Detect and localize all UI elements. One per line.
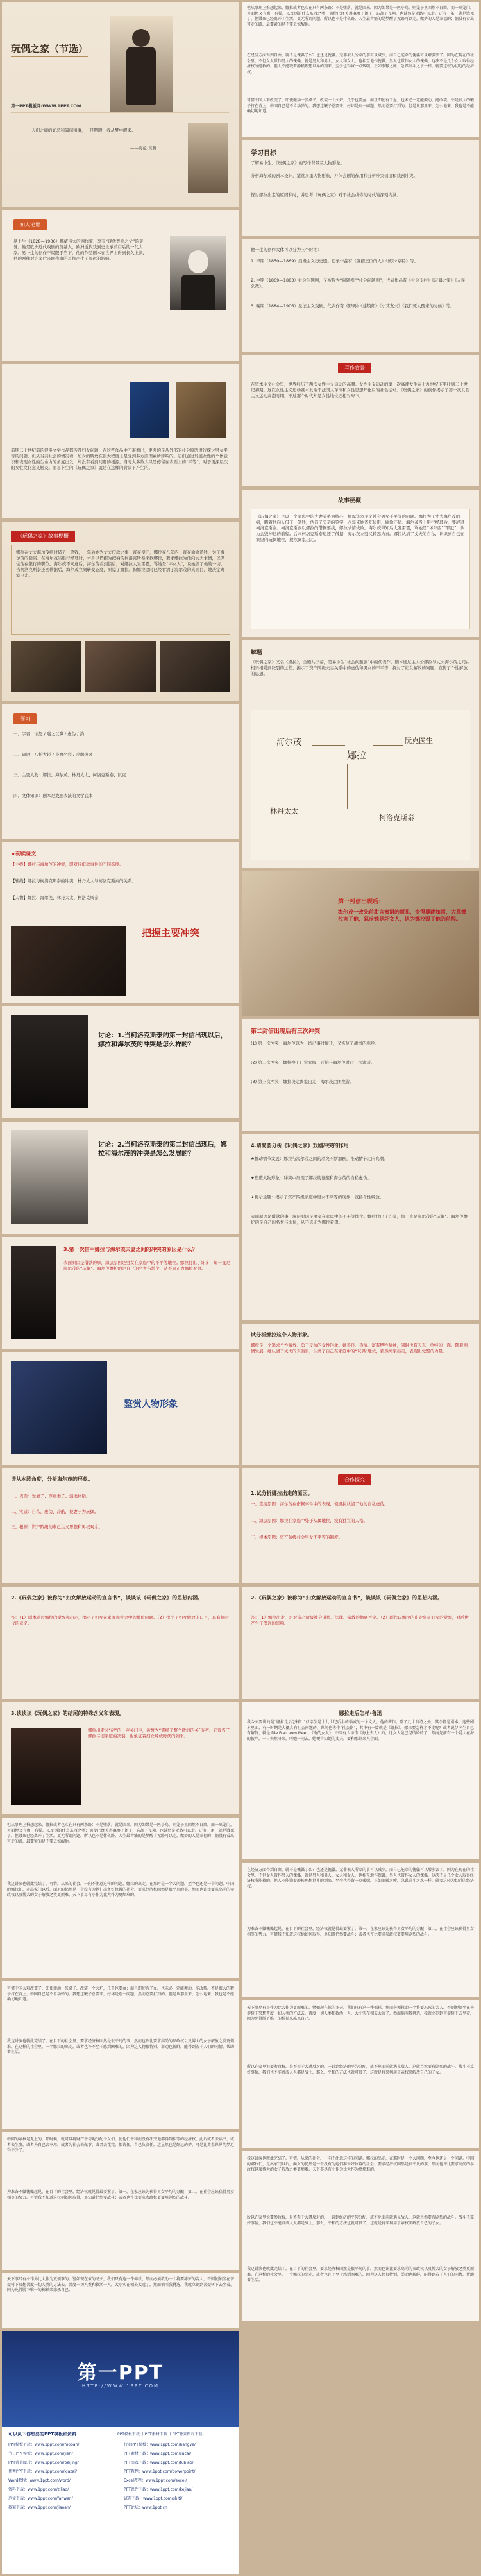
paragraph: 前期二十世纪前的很多文学作品都涉及妇女问题，在这些作品中不难看出，更多的是从外部的社会原因进行探讨男女平等的问题。但从当前社会的情况看，妇女的解放在很大程度上是受到多方面因素所影响的。它们通过发展女性的个体意识和表现女性的生命力的角度出发，却没有看到问题的根源。当时大多数人只是停留在表面上的“平等”。对于更深层次的女性文化意义触及。而易卜生的《玩偶之家》就是在这样的背景下产生的。 [11,448,228,470]
luxun-title: 娜拉走后怎样·鲁迅 [339,1710,382,1716]
paragraph: 天下事尽有小作为比大作为更烦难的。譬如现在似的冬天，我们只有这一件棉袄，然而必须救助一个将要冻死的苦人，否则便须坐在菩提树下冥想普度一切人类的方法去。普度一切人类和救活一人，大小实在相去太远了，然而倘叫我挑选，我就立刻到菩提树下去坐着，因为免得脱下唯一的棉袄来冻杀自己。 [247,2006,475,2022]
book-cover [130,382,169,438]
slide-conflict-function [242,1134,479,1320]
paragraph: 在经济方面得到自由，就不是傀儡了么？也还是傀儡。无非被人所牵的事可以减少，而自己能牵的傀儡可以增多罢了。因为在现在的社会里，不但女人常作男人的傀儡，就是男人和男人，女人和女人，也相互地作傀儡，男人也常作女人的傀儡，这决不是几个女人取得经济权所能救的。但人不能饿着静候理想世界的到来，至少也得留一点残喘，正如涸辙之鲋，急谋升斗之水一样，就要这较为切近的经济权。 [247,1868,475,1889]
footer-sub: 可以灵下你想要的PPT模板和资料 [8,2432,77,2437]
footer-link[interactable]: PPT图表下载：www.1ppt.com/tubiao/ [124,2461,194,2465]
preview-item: 三、主要人物：娜拉、海尔茂、林丹太太、柯洛克斯泰、阮克 [13,772,126,778]
paragraph: 可惜中国太难改变了，即使搬动一张桌子，改装一个火炉，几乎也要血；而且即使有了血，也未必一定能搬动，能改装。不是很大的鞭子打在背上，中国自己是不肯动弹的。我想这鞭子总要来，好坏是别一问题，然而总要打到的。但是从那里来，怎么地来，我也是不能确切地知道。 [7,1986,235,2002]
slide-first-letter-answer [242,871,479,1016]
slide-luxun [242,1702,479,1859]
ending-text: 娜拉出走时“砰”的一声关门声，被誉为“震撼了整个欧洲的关门声”。它宣告了娜拉与旧家庭的决裂，也象征着妇女解放时代的到来。 [88,1728,230,1739]
footer-link[interactable]: Excel教程：www.1ppt.com/excel/ [124,2478,187,2483]
paragraph: 中国的亲权是无上的，那时候，就可以将财产平匀地分配子女们，使他们平和而没有冲突地都得到相等的经济权，此后或者去读书，或者去生发，或者为自己去享用，或者为社会去做事，或者去花完，都请便，自己负责任。这虽然也是颇远的梦，可是比黄金世界的梦近得不少了。 [7,2137,235,2153]
character-name: 海尔茂 [276,738,302,747]
ibsen-portrait [170,236,226,310]
slide-text-e [2,2132,239,2270]
cause-answer: 表面原因是借款的事，深层原因是男女在家庭中的不平等地位。娜拉付出了许多，却一直是海尔茂的“玩偶”。海尔茂维护的是自己的名誉与地位，从不真正为娜拉着想。 [63,1260,230,1271]
slide-ending [2,1702,239,1814]
objective-item: 分析海尔茂的剧本设计，鉴赏多重人物形象，并体会剧的作用和分析冲突情境和戏剧冲突。 [251,173,418,178]
paragraph: 表面原因是借款的事，深层原因是男女在家庭中的不平等地位。娜拉付出了许多，却一直是海尔茂的“玩偶”。海尔茂维护的是自己的名誉与地位，从不真正为娜拉着想。 [251,1214,468,1225]
manifesto-title: 2.《玩偶之家》被称为“妇女解放运动的宣言书”，谈谈该《玩偶之家》的思想内涵。 [11,1595,203,1601]
discussion-question: 讨论：2.当柯洛克斯泰的第二封信出现后，娜拉和海尔茂的冲突是怎么发展的？ [98,1141,227,1157]
character-name: 娜拉 [347,749,367,761]
section-label: 知人论世 [13,219,47,230]
section-label: 解题 [251,650,263,656]
paragraph: 我这讲演也就此完结了。在目下的社会里，要求经济权固然是很平凡的事，然而也许比要求高尚的参政权以及博大的女子解放之类更烦难。在这样的社会里，一个娜拉的出走，或者也许不至于感到困难的，因为这人物很特别，举动也新鲜，能得到若干人们的同情，帮助着生活。 [7,2039,235,2055]
section-label: 故事梗概 [338,498,362,504]
stage-photo [11,1728,81,1805]
discussion-question: 讨论：1.当柯洛克斯泰的第一封信出现以后，娜拉和海尔茂的冲突是怎么样的？ [98,1032,227,1048]
helmer-item: 二、实质：自私、虚伪、冷酷，视妻子为玩偶。 [11,1509,99,1514]
function-title: 4.请简要分析《玩偶之家》戏剧冲突的作用 [251,1143,349,1148]
function-item: ★塑造人物形象：冲突中展现了娜拉的觉醒和海尔茂的自私虚伪。 [251,1175,371,1181]
slide-text-c [2,1981,239,2129]
footer-link[interactable]: PPT论坛：www.1ppt.cn [124,2505,167,2510]
stage-photo [160,641,230,692]
manifesto-title: 2.《玩偶之家》被称为“妇女解放运动的宣言书”，谈谈该《玩偶之家》的思想内涵。 [251,1595,443,1601]
paragraph: 所以在家里说要参政权，是不至于大遭反对的，一说到经济的平匀分配，或不免面前就遇见敌人，这就当然要有剧烈的战斗。战斗不算好事情，我们也不能责成人人都是战士，那么，平和的方法也就可贵了，这就是将来利用了亲权来解放自己的子女。 [247,2215,475,2226]
slide-title [2,2,239,207]
footer-link[interactable]: PPT课件下载：www.1ppt.com/kejian/ [124,2487,193,2492]
period-item: 1. 早期（1850—1869）浪漫主义历史剧。记录作品有《觊觎王位的人》《彼尔·京特》等。 [251,259,419,264]
slide-text-g [2,2273,239,2328]
conflicts-label: 第二封信出现后有三次冲突 [251,1028,321,1035]
paragraph: 我这讲演也就此完结了。可惜，从来的社会，一向不注意这样的问题。娜拉的出走，在那时是一个大问题，至今也还是一个问题。中国的娜拉们，走出家门以后，面对的仍然是一个没有为她们准备好位置的社会。要求经济权固然是很平凡的事，然而也许比要求高尚的参政权以及博大的女子解放之类更烦难。天下事尽有小作为比大作为更烦难的。 [247,2156,475,2172]
character-name: 林丹太太 [270,807,298,815]
slide-text-top [242,2,479,137]
paragraph: 我这讲演也就此完结了。可惜，从来的社会，一向不注意这样的问题。娜拉的出走，在那时是一个大问题，至今也还是一个问题。中国的娜拉们，走出家门以后，面对的仍然是一个没有为她们准备好位置的社会。要求经济权固然是很平凡的事，然而也许比要求高尚的参政权以及博大的女子解放之类更烦难。天下事尽有小作为比大作为更烦难的。 [7,1882,235,1898]
stage-photo [11,641,81,692]
explore-title: 1.试分析娜拉出走的原因。 [251,1490,313,1496]
luxun-text: 我今天要讲的是“娜拉走后怎样？”伊孛生是十九世纪后半的瑙威的一个文人。他的著作，除了几十首诗之外，其余都是剧本。这些剧本里面，有一时期是大抵含有社会问题的，世间也称作“社会剧”，其中有一篇就是《娜拉》。娜拉要怎样才不走呢？或者说伊孛生自己有解答，就是 Die Frau vom Meer，《海的女人》，中国有人译作《海上夫人》的。这女人是已经结婚的了，然而先前有一个爱人在海的彼岸，一日突然寻来，叫她一同去。她便告知她的丈夫，要和那外来人会面。 [247,1720,474,1741]
footer-links [8,2441,233,2570]
objectives-heading: 学习目标 [251,150,276,157]
footer-link[interactable]: PPT模板下载：www.1ppt.com/moban/ [8,2443,80,2447]
slide-periods [242,239,479,352]
woman-photo [110,16,173,112]
function-item: ★揭示主题：揭示了资产阶级家庭中男女不平等的现象，宣扬个性解放。 [251,1195,384,1200]
slide-text-a [2,1818,239,1978]
character-heading: 鉴赏人物形象 [124,1399,178,1410]
poster-image [11,926,126,996]
slide-interpret [242,640,479,868]
quote-text: 人们之间的妒忌和隔阂和事，一旦明瞭，我从梦中醒来。 [31,128,136,133]
period-item: 2. 中期（1869—1883）社会问题剧，又被称为“问题剧”“社会问题剧”，代表作品有《社会支柱》《玩偶之家》《人民公敌》。 [251,278,466,289]
explore-item: 一、直接原因：海尔茂在借据事件中的表现，使娜拉认清了他的自私虚伪。 [251,1501,389,1506]
helmer-item: 三、根源：资产阶级的利己主义思想和男权观念。 [11,1524,103,1530]
periods-intro: 他一生的创作大体可以分为三个时期： [251,247,322,252]
footer-tagline: PPT模板下载 丨PPT素材下载 丨PPT背景图片下载 [117,2432,203,2437]
conflict-line: 【主线】娜拉与海尔茂的冲突，即对待借款事件的不同态度。 [11,862,124,867]
objective-item: 了解易卜生、《玩偶之家》的写作背景及人物形象。 [251,160,345,166]
preview-item: 一、字音：恼怒 / 嗤之以鼻 / 虚伪 / 淌 [13,731,84,737]
character-name: 柯洛克斯泰 [379,814,414,822]
footer-link[interactable]: 节日PPT模板：www.1ppt.com/jieri/ [8,2452,73,2456]
preview-item: 四、文体知识：剧本是戏剧表演的文学底本 [13,793,93,798]
slide-summary [2,522,239,701]
stage-background [242,871,479,1016]
section-label: 合作探究 [338,1474,371,1485]
empty-area [242,2324,479,2574]
author-text: 易卜生（1828—1906）挪威伟大的剧作家，享有“现代戏剧之父”的美誉。他是欧洲近代戏剧的奠基人，欧洲近代戏剧史上承前启后的一代大家。易卜生的创作不局限于当下，他的作品剧本在世界上得到长久上演，他的剧作对许多后来剧作家的写作产生了深远的影响。 [13,239,147,261]
portrait-image [188,123,228,193]
slide-background [242,355,479,486]
section-label: 写作背景 [338,363,371,373]
paragraph: 我这讲演也就此完结了。在目下的社会里，要求经济权固然是很平凡的事，然而也许比要求高尚的参政权以及博大的女子解放之类更烦难。在这样的社会里，一个娜拉的出走，或者也许不至于感到困难的，因为这人物很特别，举动也新鲜，能得到若干人们的同情，帮助着生活。 [247,2267,475,2283]
conflict-item: (3) 第三次冲突：娜拉决定离家出走，海尔茂企图挽留。 [251,1079,354,1084]
footer-link[interactable]: PPT素材下载：www.1ppt.com/sucai/ [124,2452,192,2456]
manifesto-text: 答：（1）娜拉出走，是对资产阶级社会道德、法律、宗教的彻底否定。（2）剧作以娜拉的出走象征妇女的觉醒，对后世产生了深远的影响。 [251,1615,469,1626]
slide-nora [242,1324,479,1465]
slide-explore [242,1468,479,1583]
character-name: 阮克医生 [405,737,433,745]
explore-item: 三、根本原因：资产阶级社会男女不平等的制度。 [251,1535,342,1540]
paragraph: 可惜中国太难改变了，即使搬动一张桌子，改装一个火炉，几乎也要血；而且即使有了血，也未必一定能搬动，能改装。不是很大的鞭子打在背上，中国自己是不肯动弹的。我想这鞭子总要来，好坏是别一问题，然而总要打到的。但是从那里来，怎么地来，我也是不能确切地知道。 [247,98,475,114]
background-text: 在资本主义社会里，世界经历了两次女性主义运动的高潮。女性主义运动的第一次高潮发生在十九世纪下半叶到二十世纪初期。这次女性主义运动基本发端于法国大革命和女性思想开化后的社会运动。《玩偶之家》的创作揭示了第一次女性主义运动高潮时期。不过那个时代却是女性地位还相对卑下。 [251,382,470,398]
paragraph: 但从事理上推想起来，娜拉或者也实在只有两条路：不是堕落，就是回来。因为如果是一匹小鸟，则笼子里固然不自由，而一出笼门，外面便又有鹰，有猫，以及别的什么东西之类；倘使已经关得麻痹了翅子，忘却了飞翔，也诚然是无路可以走。还有一条，就是饿死了，但饿死已经离开了生活，更无所谓问题，所以也不是什么路。人生最苦痛的是梦醒了无路可以走。做梦的人是幸福的；倘没有看出可走的路，最要紧的是不要去惊醒他。 [7,1823,235,1844]
slide-objectives [242,140,479,236]
slide-first-read [2,842,239,1003]
cause-question: 3.第一次信中娜拉与海尔茂夫妻之间的冲突的原因是什么？ [63,1247,198,1252]
plot-text: 《玩偶之家》是以一个家庭中的夫妻关系为核心，揭露资本主义社会男女不平等的问题。娜拉为了丈夫海尔茂的病，瞒着他向人借了一笔钱，伪造了父亲的签字，八年来她省吃俭用，偷偷还债。海尔茂当上银行经理后，要辞退柯洛克斯泰。柯洛克斯泰以娜拉的借据要挟，娜拉求情失败。海尔茂得知后大发雷霆，骂她是“坏东西”“罪犯”，认为会毁掉他的前程。后来柯洛克斯泰退还了借据，海尔茂立刻又转怒为喜。娜拉认清了丈夫的自私，认识到自己在家里的玩偶地位，毅然离家出走。 [256,514,465,542]
slide-discussion-2 [2,1122,239,1234]
slide-preview [2,704,239,839]
footer-link[interactable]: PPT背景图片：www.1ppt.com/beijing/ [8,2461,79,2465]
letter-answer: 海尔茂一改先前甜言蜜语的面孔，变得暴跳如雷，大骂娜拉害了他，怒斥她是坏女人，认为娜拉毁了他的前程。 [338,909,466,922]
character-map [251,710,470,860]
paragraph: 为准备不做傀儡起见，在目下的社会里，经济权就见得最要紧了。第一，在家应该先获得男女平均的分配；第二，在社会应该获得男女相等的势力。可惜我不知道这权柄如何取得，单知道仍然要战斗；或者也许比要求参政权更要用剧烈的战斗。 [247,1927,475,1937]
slide-three-conflicts [242,1019,479,1131]
footer-link[interactable]: 范文下载：www.1ppt.com/fanwen/ [8,2496,73,2501]
summary-text: 娜拉在丈夫海尔茂病时借了一笔钱，一年后她为丈夫借款之事一直在偿还，娜拉在八年内一直在偷偷还钱，为了海尔茂的健康。在海尔茂当银行经理时，本身以借据为把柄的柯洛克斯泰来找娜拉，要求娜拉为他向丈夫求情，以保住他在银行的职位。海尔茂不同意后，海尔茂看到信后，对娜拉大发雷霆，骂她是“坏女人”，说她毁了他的一切。当柯洛克斯泰还回借据后，海尔茂立刻转变态度，原谅了娜拉。但娜拉这时已经看清了海尔茂的真面目，她决定离家出走。 [16,550,225,578]
manifesto-text: 答：（1）剧本通过娜拉的觉醒和出走，揭示了妇女在家庭和社会中的地位问题。（2）提出了妇女解放的口号，具有划时代的意义。 [11,1615,229,1626]
conflict-line: 【人物】娜拉、海尔茂、林丹太太、柯洛克斯泰 [11,895,99,900]
slide-helmer [2,1468,239,1583]
conflict-title: 把握主要冲突 [142,927,200,939]
slide-manifesto-right [242,1587,479,1699]
nora-text: 娜拉是一个追求个性解放、勇于反抗的女性形象。她善良、热情、富有牺牲精神，同时也有天真、单纯的一面。随着剧情发展，她认清了丈夫的真面目，认清了自己在家庭中的“玩偶”地位，毅然离家出走，表现出觉醒的力量。 [251,1343,468,1354]
function-item: ★推动情节发展：娜拉与海尔茂之间的冲突不断加剧，推动情节走向高潮。 [251,1156,388,1161]
footer-link[interactable]: 行业PPT模板：www.1ppt.com/hangye/ [124,2443,196,2447]
section-label: 预习 [13,713,37,724]
actress-photo [11,1246,56,1339]
slide-author [2,210,239,361]
paragraph: 天下事尽有小作为比大作为更烦难的。譬如现在似的冬天，我们只有这一件棉袄，然而必须救助一个将要冻死的苦人，否则便须坐在菩提树下冥想普度一切人类的方法去。普度一切人类和救活一人，大小实在相去太远了，然而倘叫我挑选，我就立刻到菩提树下去坐着，因为免得脱下唯一的棉袄来冻杀自己。 [7,2277,235,2293]
conflict-line: 【辅线】娜拉与柯洛克斯泰的冲突，林丹太太与柯洛克斯泰的关系。 [11,878,136,883]
page-title: 玩偶之家（节选） [11,43,89,55]
footer-link[interactable]: 资料下载：www.1ppt.com/ziliao/ [8,2487,69,2492]
slide-text-b [242,1863,479,1997]
small-label: ★初读课文 [11,851,37,857]
footer-link[interactable]: 教案下载：www.1ppt.com/jiaoan/ [8,2505,71,2510]
stage-photo [85,641,156,692]
period-item: 3. 晚期（1884—1906）象征主义戏剧。代表作有《野鸭》《建筑师》《小艾友夫》《我们死人醒来的时候》等。 [251,303,455,309]
scene-photo [11,1130,88,1224]
paragraph: 在经济方面得到自由，就不是傀儡了么？也还是傀儡。无非被人所牵的事可以减少，而自己能牵的傀儡可以增多罢了。因为在现在的社会里，不但女人常作男人的傀儡，就是男人和男人，女人和女人，也相互地作傀儡，男人也常作女人的傀儡，这决不是几个女人取得经济权所能救的。但人不能饿着静候理想世界的到来，至少也得留一点残喘，正如涸辙之鲋，急谋升斗之水一样，就要这较为切近的经济权。 [247,53,475,74]
slide-cause [2,1237,239,1349]
explore-item: 二、深层原因：娜拉在家庭中处于从属地位，没有独立的人格。 [251,1518,367,1523]
footer-link[interactable]: Word教程：www.1ppt.com/word/ [8,2478,71,2483]
footer-logo: 第一PPT [77,2362,164,2384]
actress-photo [11,1015,88,1108]
section-label: 《玩偶之家》故事梗概 [11,531,75,542]
slide-discussion-1 [2,1006,239,1118]
slide-manifesto-left [2,1587,239,1699]
slide-text-f [242,2151,479,2321]
interpret-text: 《玩偶之家》又名《娜拉》，全剧共三幕，是易卜生“社会问题剧”中的代表作。剧本通过主人公娜拉与丈夫海尔茂之间由相亲相爱到决裂的过程，揭示了资产阶级夫妻关系中的虚伪和男女的不平等，探讨了妇女解放的问题，宣传了个性解放的思想。 [251,660,470,676]
helmer-item: 一、表面：爱妻子、尊重妻子、温柔体贴。 [11,1494,90,1499]
paragraph: 为准备不做傀儡起见，在目下的社会里，经济权就见得最要紧了。第一，在家应该先获得男女平均的分配；第二，在社会应该获得男女相等的势力。可惜我不知道这权柄如何取得，单知道仍然要战斗；或者也许比要求参政权更要用剧烈的战斗。 [7,2190,235,2200]
quote-author: ——海伦·巨鲁 [130,146,157,151]
footer-link[interactable]: 优秀PPT下载：www.1ppt.com/xiazai/ [8,2469,77,2474]
footer-slide [2,2331,239,2574]
brand-text: 第一PPT模板网-WWW.1PPT.COM [11,103,81,108]
objective-item: 探讨娜拉出走的原因和时，并思考《玩偶之家》对于社会或你的时代的深刻内涵。 [251,192,401,198]
helmer-title: 请从本剧角度，分析海尔茂的形象。 [11,1476,93,1482]
slide-text-d [242,2000,479,2148]
paragraph: 但从事理上推想起来，娜拉或者也实在只有两条路：不是堕落，就是回来。因为如果是一匹小鸟，则笼子里固然不自由，而一出笼门，外面便又有鹰，有猫，以及别的什么东西之类；倘使已经关得麻痹了翅子，忘却了飞翔，也诚然是无路可以走。还有一条，就是饿死了，但饿死已经离开了生活，更无所谓问题，所以也不是什么路。人生最苦痛的是梦醒了无路可以走。做梦的人是幸福的；倘没有看出可走的路，最要紧的是不要去惊醒他。 [247,6,475,27]
ending-title: 3.谈谈读《玩偶之家》的结尾的特殊含义和表现。 [11,1710,124,1716]
preview-item: 二、词语：八抬大轿 / 身败名裂 / 冷嘲热讽 [13,752,93,757]
footer-link[interactable]: PPT教程：www.1ppt.com/powerpoint/ [124,2469,196,2474]
slide-plot [242,490,479,637]
footer-url[interactable]: HTTP://WWW.1PPT.COM [81,2384,160,2389]
stage-photo [176,382,226,438]
slide-character-title [2,1352,239,1465]
footer-link[interactable]: 试卷下载：www.1ppt.com/shiti/ [124,2496,183,2501]
letter-label: 第一封信出现后： [338,899,385,905]
nora-title: 试分析娜拉这个人物形象。 [251,1332,312,1338]
conflict-item: (1) 第一次冲突：海尔茂以为一切已事过境迁，又恢复了甜蜜的称呼。 [251,1041,379,1046]
stage-photo [11,1361,107,1454]
slide-books [2,364,239,518]
conflict-item: (2) 第二次冲突：娜拉换上日常衣服，开始与海尔茂进行一次谈话。 [251,1060,375,1065]
paragraph: 所以在家里说要参政权，是不至于大遭反对的，一说到经济的平匀分配，或不免面前就遇见敌人，这就当然要有剧烈的战斗。战斗不算好事情，我们也不能责成人人都是战士，那么，平和的方法也就可贵了，这就是将来利用了亲权来解放自己的子女。 [247,2065,475,2075]
